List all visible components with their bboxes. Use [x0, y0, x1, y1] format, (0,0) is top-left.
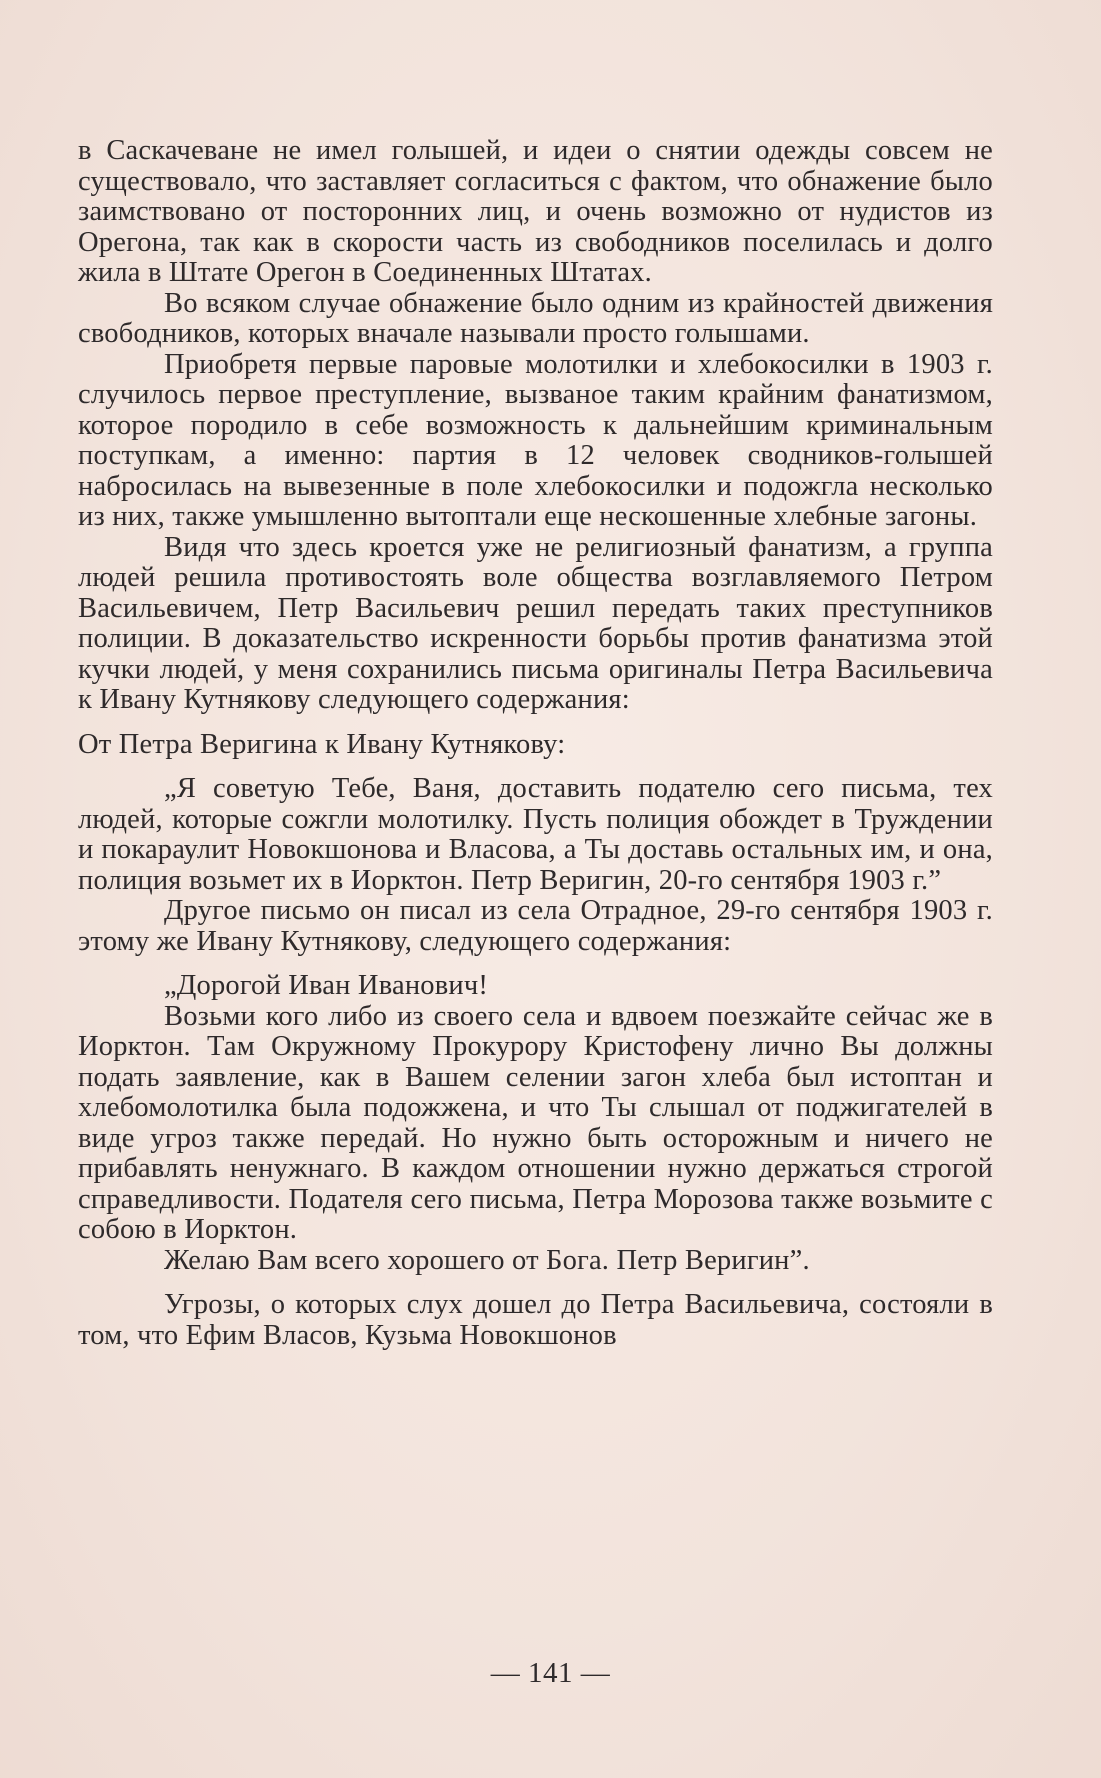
letter-2-salutation: „Дорогой Иван Иванович!	[164, 970, 489, 1001]
page-text	[78, 136, 993, 1351]
paragraph-1: в Саскачеване не имел голышей, и идеи о снятии одежды совсем не существовало, что заставляет согласиться с фактом, что обнажение было заимствовано от посторонних лиц, и очень возможно от нудистов из Орегона, так как в скорости часть из свободников поселилась и долго жила в Штате Орегон в Соединенных Штатах.	[78, 135, 993, 288]
letter-2-closing: Желаю Вам всего хорошего от Бога. Петр Веригин”.	[164, 1244, 810, 1276]
paragraph-6: Угрозы, о которых слух дошел до Петра Васильевича, состояли в том, что Ефим Власов, Кузьма Новокшонов	[78, 1289, 993, 1351]
paragraph-5: Другое письмо он писал из села Отрадное, 29-го сентября 1903 г. этому же Ивану Кутнякову, следующего содержания:	[78, 895, 993, 957]
paragraph-4: Видя что здесь кроется уже не религиозный фанатизм, а группа людей решила противостоять воле общества возглавляемого Петром Васильевичем, Петр Васильевич решил передать таких преступников полиции. В доказательство искренности борьбы против фанатизма этой кучки людей, у меня сохранились письма оригиналы Петра Васильевича к Ивану Кутнякову следующего содержания:	[78, 531, 993, 715]
paragraph-3: Приобретя первые паровые молотилки и хлебокосилки в 1903 г. случилось первое преступление, вызваное таким крайним фанатизмом, которое породило в себе возможность к дальнейшим криминальным поступкам, а именно: партия в 12 человек сводников-голышей набросилась на вывезенные в поле хлебокосилки и подожгла несколько из них, также умышленно вытоптали еще нескошенные хлебные загоны.	[78, 348, 993, 532]
page-number: — 141 —	[490, 1657, 611, 1689]
letter-2-body: Возьми кого либо из своего села и вдвоем поезжайте сейчас же в Иорктон. Там Окружному Прокурору Кристофену лично Вы должны подать заявление, как в Вашем селении загон хлеба был истоптан и хлебомолотилка была подожжена, и что Ты слышал от поджигателей в виде угроз также передай. Но нужно быть осторожным и ничего не прибавлять ненужнаго. В каждом отношении нужно держаться строгой справедливости. Подателя сего письма, Петра Морозова также возьмите с собою в Иорктон.	[78, 1000, 993, 1245]
letter-heading: От Петра Веригина к Ивану Кутнякову:	[78, 728, 566, 760]
letter-1-text: „Я советую Тебе, Ваня, доставить подателю сего письма, тех людей, которые сожгли молотилку. Пусть полиция обождет в Труждении и покараулит Новокшонова и Власова, а Ты доставь остальных им, и она, полиция возьмет их в Иорктон. Петр Веригин, 20-го сентября 1903 г.”	[78, 773, 993, 896]
paragraph-2: Во всяком случае обнажение было одним из крайностей движения свободников, которых вначале называли просто голышами.	[78, 287, 993, 349]
